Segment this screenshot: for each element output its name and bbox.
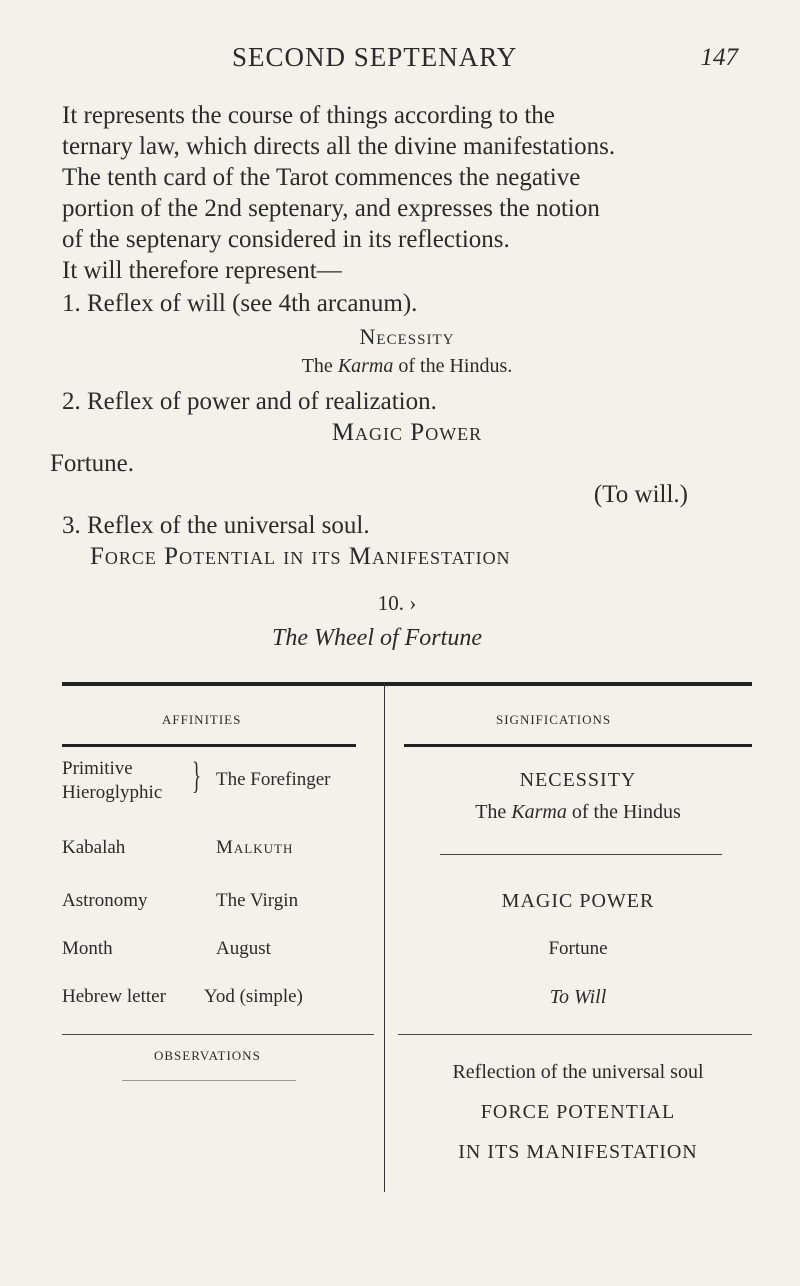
sig-rule-2 <box>398 1034 752 1035</box>
row-primitive-label1: Primitive <box>62 758 133 779</box>
table-column-divider <box>384 682 385 1192</box>
item1-sub-karma: Karma <box>337 355 394 377</box>
item1-sub <box>62 352 752 380</box>
para1-line2: ternary law, which directs all the divine manifestations. <box>62 133 616 160</box>
sig-magic-fortune: Fortune <box>548 938 608 959</box>
item3-title: Force Potential in its Manifestation <box>90 543 511 570</box>
sig-rule-1 <box>440 854 722 855</box>
sig-magic-title: MAGIC POWER <box>501 890 655 912</box>
brace-icon: } <box>192 755 202 797</box>
row-month-label: Month <box>62 938 113 959</box>
running-head: SECOND SEPTENARY <box>232 42 518 72</box>
row-kabalah-value: Malkuth <box>216 837 294 858</box>
row-astronomy-label: Astronomy <box>62 890 148 911</box>
sig-force-line3: IN ITS MANIFESTATION <box>458 1141 698 1163</box>
sig-necessity-sub <box>404 800 752 824</box>
card-number-text: 10. <box>377 591 404 615</box>
item3: 3. Reflex of the universal soul. <box>62 512 370 539</box>
row-astronomy-value: The Virgin <box>216 890 299 911</box>
affinities-bottom-rule <box>62 1034 374 1035</box>
row-hebrew-label: Hebrew letter <box>62 986 166 1007</box>
item1-sub-pre: The <box>301 355 338 377</box>
affinities-head-rule <box>62 744 356 747</box>
item1-sub-post: of the Hindus. <box>393 355 513 377</box>
sig-force-line1: Reflection of the universal soul <box>452 1061 704 1083</box>
item2: 2. Reflex of power and of realization. <box>62 388 437 415</box>
sig-necessity-sub-pre: The <box>475 801 512 823</box>
page-number: 147 <box>700 44 738 71</box>
sig-force-line2: FORCE POTENTIAL <box>480 1101 676 1123</box>
significations-head-rule <box>404 744 752 747</box>
sig-necessity-sub-post: of the Hindus <box>566 801 681 823</box>
sig-necessity-title: NECESSITY <box>519 769 637 791</box>
para1-line1: It represents the course of things according to the <box>62 102 555 129</box>
correspondence-table <box>62 682 752 1242</box>
sig-magic-will: To Will <box>549 986 607 1008</box>
row-primitive-value: The Forefinger <box>216 769 331 790</box>
observations-rule <box>122 1080 296 1081</box>
para2-line3: of the septenary considered in its reflections. <box>62 226 510 253</box>
row-hebrew-value: Yod (simple) <box>204 986 303 1007</box>
card-number <box>62 588 752 619</box>
row-kabalah-label: Kabalah <box>62 837 126 858</box>
affinities-heading: AFFINITIES <box>162 712 242 727</box>
item2-will: (To will.) <box>593 481 688 508</box>
row-month-value: August <box>216 938 271 959</box>
sig-necessity-sub-karma: Karma <box>511 801 567 823</box>
page-header <box>0 42 800 82</box>
card-mark: › <box>409 591 417 615</box>
significations-heading: SIGNIFICATIONS <box>496 712 612 727</box>
row-primitive-label2: Hieroglyphic <box>62 782 163 803</box>
body-text <box>50 100 752 654</box>
card-title: The Wheel of Fortune <box>272 625 482 651</box>
para2-line1: The tenth card of the Tarot commences the negative <box>62 164 581 191</box>
para2-line2: portion of the 2nd septenary, and expresses the notion <box>62 195 600 222</box>
item2-title: Magic Power <box>331 419 483 446</box>
observations-heading: OBSERVATIONS <box>154 1048 261 1063</box>
para3: It will therefore represent— <box>62 257 342 284</box>
item1: 1. Reflex of will (see 4th arcanum). <box>62 290 418 317</box>
table-top-rule <box>62 682 752 686</box>
item2-fortune: Fortune. <box>50 450 135 477</box>
item1-title: Necessity <box>359 324 455 349</box>
